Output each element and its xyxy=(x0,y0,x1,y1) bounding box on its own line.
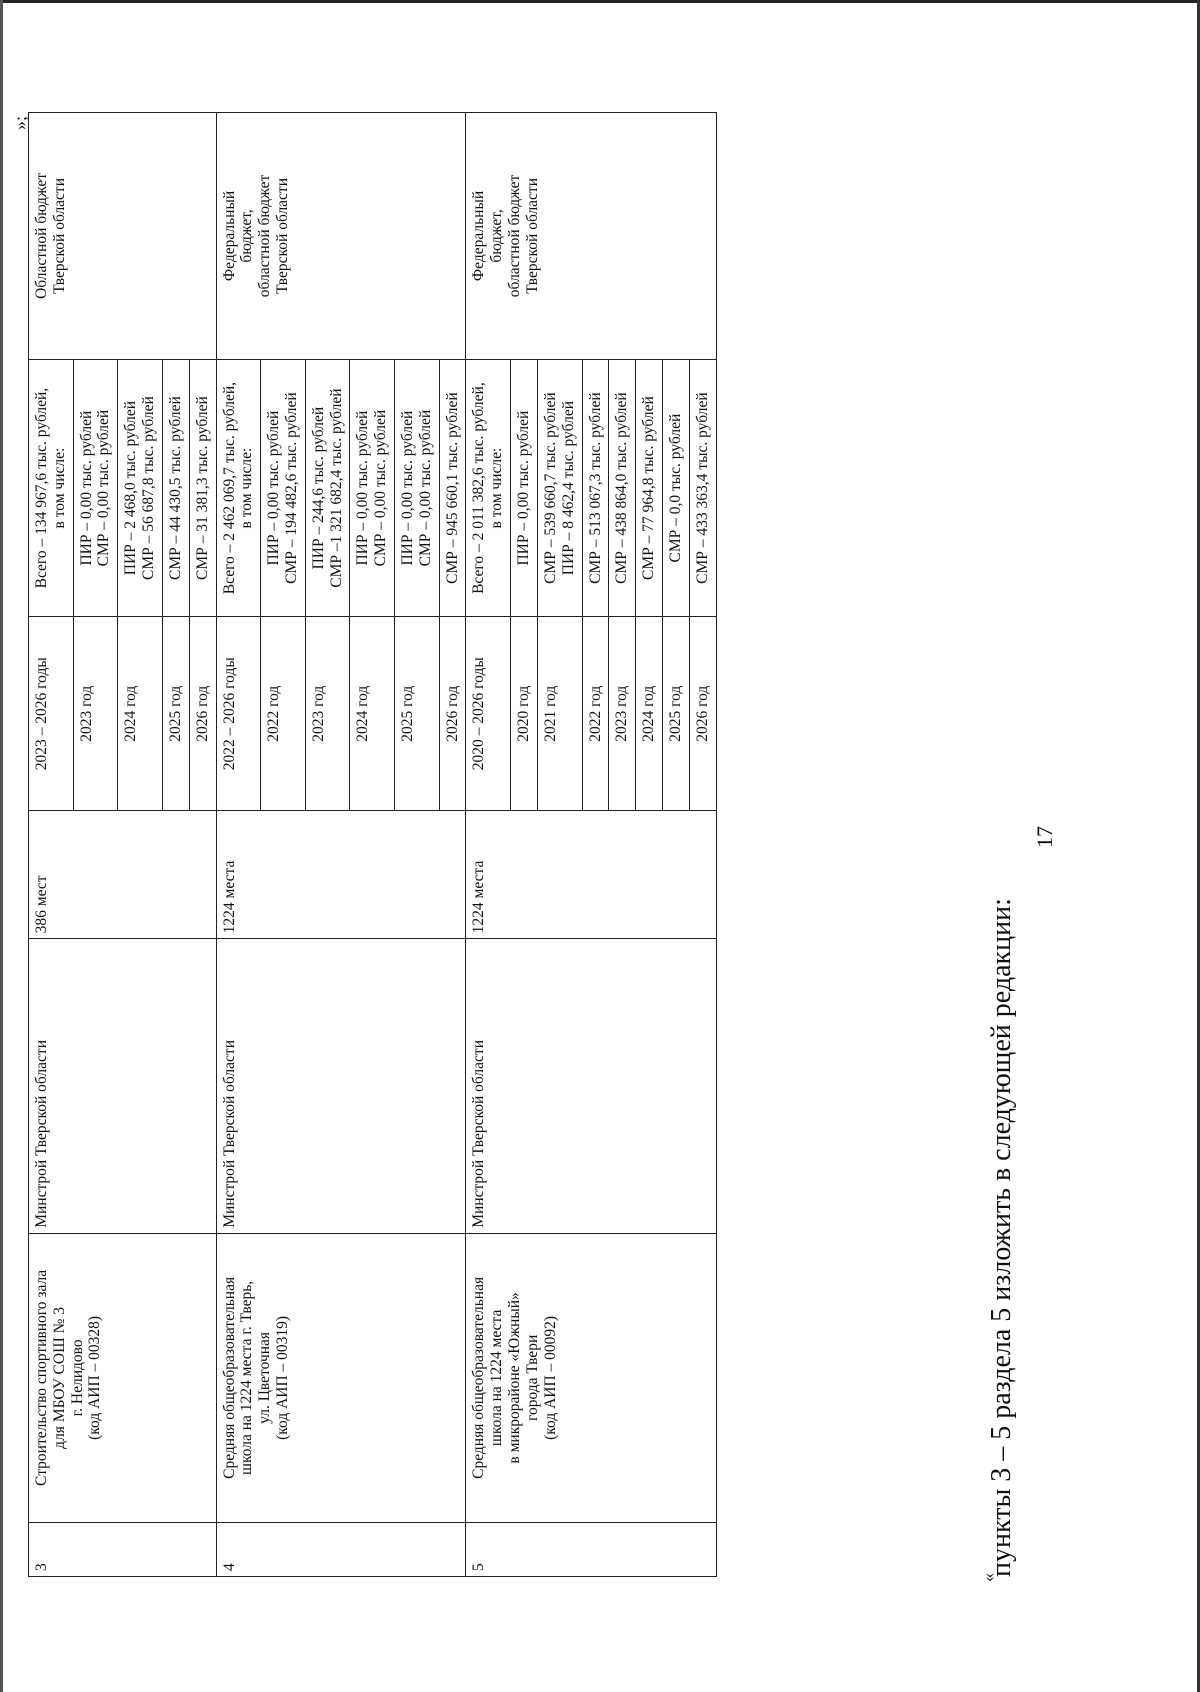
year-amounts-line: СМР – 945 660,1 тыс. рублей xyxy=(443,392,461,584)
executor: Минстрой Тверской области xyxy=(466,939,716,1233)
year-amounts-line: ПИР – 2 468,0 тыс. рублей xyxy=(122,401,140,576)
year-label: 2024 год xyxy=(118,617,163,811)
object-name xyxy=(216,1233,466,1522)
year-amounts-line: СМР – 0,00 тыс. рублей xyxy=(416,409,434,567)
funding-source xyxy=(466,113,716,360)
year-amounts-line: СМР – 77 964,8 тыс. рублей xyxy=(640,396,658,580)
year-amounts-line: СМР – 0,0 тыс. рублей xyxy=(666,413,684,563)
year-amounts xyxy=(609,359,636,616)
year-amounts-line: ПИР – 0,00 тыс. рублей xyxy=(77,410,95,566)
year-amounts xyxy=(305,359,350,616)
object-name-line: (код АИП – 00092) xyxy=(541,1315,559,1440)
object-name xyxy=(466,1233,716,1522)
year-amounts-line: СМР – 194 482,6 тыс. рублей xyxy=(282,392,300,584)
object-name-line: Средняя общеобразовательная xyxy=(220,1276,238,1479)
year-amounts-line: СМР – 433 363,4 тыс. рублей xyxy=(693,392,711,584)
year-amounts xyxy=(636,359,663,616)
year-amounts-line: СМР – 56 687,8 тыс. рублей xyxy=(140,396,158,580)
object-name-line: (код АИП – 00319) xyxy=(273,1315,291,1440)
capacity: 1224 места xyxy=(216,811,466,939)
object-name-line: школа на 1224 места г. Тверь, xyxy=(238,1280,256,1475)
budget-table-body xyxy=(29,113,717,1577)
year-amounts-line: СМР – 539 660,7 тыс. рублей xyxy=(541,392,559,584)
year-amounts-line: ПИР – 0,00 тыс. рублей xyxy=(399,410,416,566)
funding-source-line: Федеральный xyxy=(220,190,238,282)
year-label: 2022 год xyxy=(261,617,306,811)
funding-source-line: Областной бюджет xyxy=(33,173,50,299)
year-label: 2020 год xyxy=(511,617,538,811)
funding-source-line: Тверской области xyxy=(523,177,541,294)
budget-table xyxy=(28,112,717,1577)
year-amounts xyxy=(689,359,716,616)
year-amounts xyxy=(162,359,189,616)
funding-source-line: бюджет, xyxy=(488,209,506,263)
funding-source xyxy=(216,113,466,360)
object-name-line: для МБОУ СОШ № 3 xyxy=(50,1306,68,1449)
funding-source-line: бюджет, xyxy=(238,209,256,263)
year-amounts-line: СМР – 31 381,3 тыс. рублей xyxy=(193,396,211,580)
total-funding-line: Всего – 2 011 382,6 тыс. рублей, xyxy=(470,382,488,594)
object-name-line: школа на 1224 места xyxy=(488,1309,506,1447)
capacity: 386 мест xyxy=(29,811,217,939)
total-funding xyxy=(216,359,261,616)
year-amounts-line: СМР – 0,00 тыс. рублей xyxy=(372,409,390,567)
object-name-line: Средняя общеобразовательная xyxy=(470,1276,488,1479)
total-funding-line: в том числе: xyxy=(238,447,256,529)
total-funding-line: Всего – 2 462 069,7 тыс. рублей, xyxy=(220,382,238,595)
year-label: 2025 год xyxy=(395,617,440,811)
object-name-line: г. Нелидово xyxy=(68,1339,86,1417)
year-amounts xyxy=(511,359,538,616)
executor: Минстрой Тверской области xyxy=(216,939,466,1233)
object-name-line: ул. Цветочная xyxy=(256,1331,274,1424)
object-name-line: в микрорайоне «Южный» xyxy=(506,1292,524,1464)
year-amounts xyxy=(537,359,582,616)
year-label: 2025 год xyxy=(662,617,689,811)
project-row xyxy=(466,113,511,1577)
year-amounts-line: ПИР – 244,6 тыс. рублей xyxy=(309,406,327,570)
page-number: 17 xyxy=(1032,826,1057,848)
open-quote: « xyxy=(978,1573,998,1582)
year-amounts-line: ПИР – 8 462,4 тыс. рублей xyxy=(559,401,577,576)
total-funding xyxy=(29,359,74,616)
funding-source-line: областной бюджет xyxy=(506,174,524,298)
year-amounts xyxy=(439,359,466,616)
executor: Минстрой Тверской области xyxy=(29,939,217,1233)
year-label: 2022 год xyxy=(582,617,609,811)
total-funding-line: в том числе: xyxy=(50,447,68,529)
year-amounts xyxy=(395,359,440,616)
year-amounts xyxy=(662,359,689,616)
row-number: 4 xyxy=(216,1522,466,1576)
period: 2023 – 2026 годы xyxy=(29,617,74,811)
year-amounts-line: СМР – 44 430,5 тыс. рублей xyxy=(166,396,184,580)
year-label: 2023 год xyxy=(305,617,350,811)
object-name-line: города Твери xyxy=(523,1334,541,1422)
year-amounts-line: СМР – 513 067,3 тыс. рублей xyxy=(586,392,604,584)
year-amounts-line: ПИР – 0,00 тыс. рублей xyxy=(354,410,372,566)
year-label: 2025 год xyxy=(162,617,189,811)
funding-source-line: Тверской области xyxy=(50,177,68,294)
year-amounts xyxy=(118,359,163,616)
project-row xyxy=(29,113,74,1577)
year-amounts-line: ПИР – 0,00 тыс. рублей xyxy=(515,410,533,566)
period: 2020 – 2026 годы xyxy=(466,617,511,811)
year-label: 2023 год xyxy=(609,617,636,811)
total-funding xyxy=(466,359,511,616)
period: 2022 – 2026 годы xyxy=(216,617,261,811)
year-label: 2023 год xyxy=(73,617,118,811)
total-funding-line: Всего – 134 967,6 тыс. рублей, xyxy=(33,387,50,589)
year-amounts xyxy=(582,359,609,616)
funding-source-line: Федеральный xyxy=(470,190,488,282)
year-label: 2024 год xyxy=(636,617,663,811)
object-name-line: (код АИП – 00328) xyxy=(86,1315,104,1440)
year-amounts-line: ПИР – 0,00 тыс. рублей xyxy=(265,410,283,566)
project-row xyxy=(216,113,261,1577)
year-label: 2026 год xyxy=(439,617,466,811)
close-quote: »; xyxy=(10,115,30,130)
row-number: 3 xyxy=(29,1522,217,1576)
funding-source-line: областной бюджет xyxy=(256,174,274,298)
total-funding-line: в том числе: xyxy=(488,447,506,529)
year-amounts xyxy=(189,359,216,616)
funding-source xyxy=(29,113,217,360)
year-label: 2026 год xyxy=(189,617,216,811)
year-amounts-line: СМР – 438 864,0 тыс. рублей xyxy=(613,392,631,584)
row-number: 5 xyxy=(466,1522,716,1576)
year-label: 2026 год xyxy=(689,617,716,811)
object-name xyxy=(29,1233,217,1522)
year-label: 2021 год xyxy=(537,617,582,811)
funding-source-line: Тверской области xyxy=(273,177,291,294)
year-amounts-line: СМР – 0,00 тыс. рублей xyxy=(95,409,113,567)
year-amounts xyxy=(261,359,306,616)
year-label: 2024 год xyxy=(350,617,395,811)
object-name-line: Строительство спортивного зала xyxy=(33,1269,50,1486)
year-amounts xyxy=(350,359,395,616)
section-heading: пункты 3 – 5 раздела 5 изложить в следующей редакции: xyxy=(986,898,1017,1577)
year-amounts-line: СМР –1 321 682,4 тыс. рублей xyxy=(327,388,345,588)
capacity: 1224 места xyxy=(466,811,716,939)
year-amounts xyxy=(73,359,118,616)
